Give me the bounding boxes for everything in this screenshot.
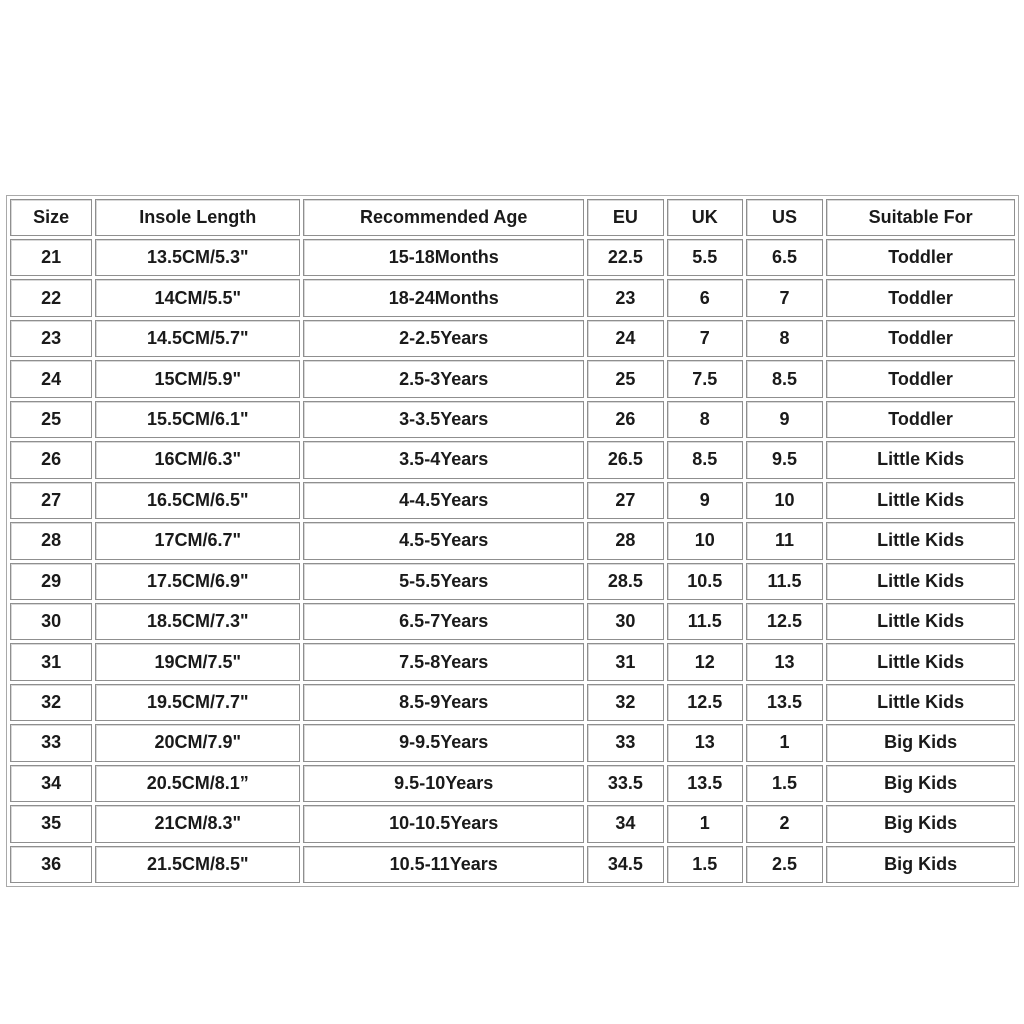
table-row (10, 724, 1015, 761)
cell-size: 23 (10, 320, 92, 357)
cell-insole-length: 21CM/8.3" (95, 805, 300, 842)
table-row (10, 765, 1015, 802)
cell-suitable-for: Little Kids (826, 563, 1015, 600)
cell-suitable-for: Big Kids (826, 724, 1015, 761)
table-row (10, 805, 1015, 842)
cell-eu: 33 (587, 724, 663, 761)
table-row (10, 563, 1015, 600)
cell-size: 31 (10, 643, 92, 680)
cell-suitable-for: Little Kids (826, 643, 1015, 680)
cell-uk: 13.5 (667, 765, 743, 802)
cell-us: 13 (746, 643, 823, 680)
cell-us: 2.5 (746, 846, 823, 883)
cell-eu: 33.5 (587, 765, 663, 802)
cell-suitable-for: Big Kids (826, 805, 1015, 842)
cell-uk: 8 (667, 401, 743, 438)
cell-us: 1.5 (746, 765, 823, 802)
cell-suitable-for: Little Kids (826, 482, 1015, 519)
cell-insole-length: 14CM/5.5" (95, 279, 300, 316)
table-row (10, 643, 1015, 680)
cell-size: 21 (10, 239, 92, 276)
cell-us: 9 (746, 401, 823, 438)
cell-insole-length: 21.5CM/8.5" (95, 846, 300, 883)
header-row (10, 199, 1015, 236)
cell-us: 8 (746, 320, 823, 357)
header-uk: UK (667, 199, 743, 236)
table-row (10, 239, 1015, 276)
cell-uk: 10 (667, 522, 743, 559)
cell-size: 30 (10, 603, 92, 640)
cell-size: 35 (10, 805, 92, 842)
header-eu: EU (587, 199, 663, 236)
cell-insole-length: 16CM/6.3" (95, 441, 300, 478)
cell-suitable-for: Big Kids (826, 765, 1015, 802)
cell-insole-length: 15CM/5.9" (95, 360, 300, 397)
cell-recommended-age: 7.5-8Years (303, 643, 584, 680)
cell-recommended-age: 8.5-9Years (303, 684, 584, 721)
cell-insole-length: 15.5CM/6.1" (95, 401, 300, 438)
cell-uk: 1.5 (667, 846, 743, 883)
cell-suitable-for: Toddler (826, 239, 1015, 276)
cell-us: 13.5 (746, 684, 823, 721)
cell-uk: 11.5 (667, 603, 743, 640)
cell-suitable-for: Little Kids (826, 684, 1015, 721)
cell-size: 28 (10, 522, 92, 559)
cell-us: 2 (746, 805, 823, 842)
table-row (10, 360, 1015, 397)
cell-uk: 7 (667, 320, 743, 357)
cell-recommended-age: 9-9.5Years (303, 724, 584, 761)
cell-us: 7 (746, 279, 823, 316)
cell-size: 24 (10, 360, 92, 397)
cell-us: 8.5 (746, 360, 823, 397)
cell-size: 27 (10, 482, 92, 519)
cell-suitable-for: Little Kids (826, 441, 1015, 478)
cell-uk: 1 (667, 805, 743, 842)
cell-insole-length: 17.5CM/6.9" (95, 563, 300, 600)
cell-insole-length: 14.5CM/5.7" (95, 320, 300, 357)
cell-insole-length: 18.5CM/7.3" (95, 603, 300, 640)
cell-eu: 34.5 (587, 846, 663, 883)
cell-recommended-age: 2.5-3Years (303, 360, 584, 397)
cell-eu: 32 (587, 684, 663, 721)
cell-recommended-age: 18-24Months (303, 279, 584, 316)
cell-us: 11.5 (746, 563, 823, 600)
size-chart-table (7, 196, 1018, 886)
table-row (10, 603, 1015, 640)
table-row (10, 522, 1015, 559)
cell-recommended-age: 5-5.5Years (303, 563, 584, 600)
cell-uk: 5.5 (667, 239, 743, 276)
header-size: Size (10, 199, 92, 236)
table-row (10, 320, 1015, 357)
cell-size: 25 (10, 401, 92, 438)
cell-insole-length: 20CM/7.9" (95, 724, 300, 761)
cell-suitable-for: Big Kids (826, 846, 1015, 883)
cell-uk: 10.5 (667, 563, 743, 600)
cell-eu: 28 (587, 522, 663, 559)
table-row (10, 846, 1015, 883)
header-suitable-for: Suitable For (826, 199, 1015, 236)
table-row (10, 441, 1015, 478)
cell-eu: 34 (587, 805, 663, 842)
cell-size: 36 (10, 846, 92, 883)
cell-us: 11 (746, 522, 823, 559)
table-row (10, 482, 1015, 519)
cell-uk: 6 (667, 279, 743, 316)
cell-recommended-age: 2-2.5Years (303, 320, 584, 357)
cell-eu: 27 (587, 482, 663, 519)
cell-recommended-age: 6.5-7Years (303, 603, 584, 640)
cell-eu: 22.5 (587, 239, 663, 276)
cell-eu: 26 (587, 401, 663, 438)
cell-eu: 23 (587, 279, 663, 316)
cell-recommended-age: 3.5-4Years (303, 441, 584, 478)
cell-suitable-for: Little Kids (826, 603, 1015, 640)
header-insole-length: Insole Length (95, 199, 300, 236)
cell-size: 33 (10, 724, 92, 761)
cell-us: 6.5 (746, 239, 823, 276)
cell-uk: 7.5 (667, 360, 743, 397)
cell-insole-length: 13.5CM/5.3" (95, 239, 300, 276)
table-row (10, 279, 1015, 316)
cell-uk: 9 (667, 482, 743, 519)
cell-recommended-age: 4-4.5Years (303, 482, 584, 519)
cell-recommended-age: 10.5-11Years (303, 846, 584, 883)
cell-uk: 8.5 (667, 441, 743, 478)
cell-size: 32 (10, 684, 92, 721)
cell-recommended-age: 10-10.5Years (303, 805, 584, 842)
cell-size: 26 (10, 441, 92, 478)
table-row (10, 684, 1015, 721)
cell-size: 29 (10, 563, 92, 600)
cell-recommended-age: 4.5-5Years (303, 522, 584, 559)
cell-size: 34 (10, 765, 92, 802)
cell-recommended-age: 9.5-10Years (303, 765, 584, 802)
header-us: US (746, 199, 823, 236)
cell-eu: 28.5 (587, 563, 663, 600)
cell-suitable-for: Toddler (826, 279, 1015, 316)
cell-insole-length: 16.5CM/6.5" (95, 482, 300, 519)
cell-insole-length: 19.5CM/7.7" (95, 684, 300, 721)
cell-us: 9.5 (746, 441, 823, 478)
cell-insole-length: 17CM/6.7" (95, 522, 300, 559)
cell-eu: 26.5 (587, 441, 663, 478)
cell-us: 1 (746, 724, 823, 761)
cell-us: 12.5 (746, 603, 823, 640)
table-row (10, 401, 1015, 438)
cell-suitable-for: Toddler (826, 320, 1015, 357)
cell-eu: 31 (587, 643, 663, 680)
cell-recommended-age: 3-3.5Years (303, 401, 584, 438)
cell-eu: 24 (587, 320, 663, 357)
cell-recommended-age: 15-18Months (303, 239, 584, 276)
cell-uk: 12.5 (667, 684, 743, 721)
cell-eu: 30 (587, 603, 663, 640)
cell-insole-length: 19CM/7.5" (95, 643, 300, 680)
cell-eu: 25 (587, 360, 663, 397)
cell-uk: 12 (667, 643, 743, 680)
cell-us: 10 (746, 482, 823, 519)
cell-suitable-for: Toddler (826, 401, 1015, 438)
size-chart (6, 195, 1019, 887)
header-recommended-age: Recommended Age (303, 199, 584, 236)
cell-uk: 13 (667, 724, 743, 761)
cell-insole-length: 20.5CM/8.1” (95, 765, 300, 802)
cell-suitable-for: Little Kids (826, 522, 1015, 559)
cell-suitable-for: Toddler (826, 360, 1015, 397)
cell-size: 22 (10, 279, 92, 316)
